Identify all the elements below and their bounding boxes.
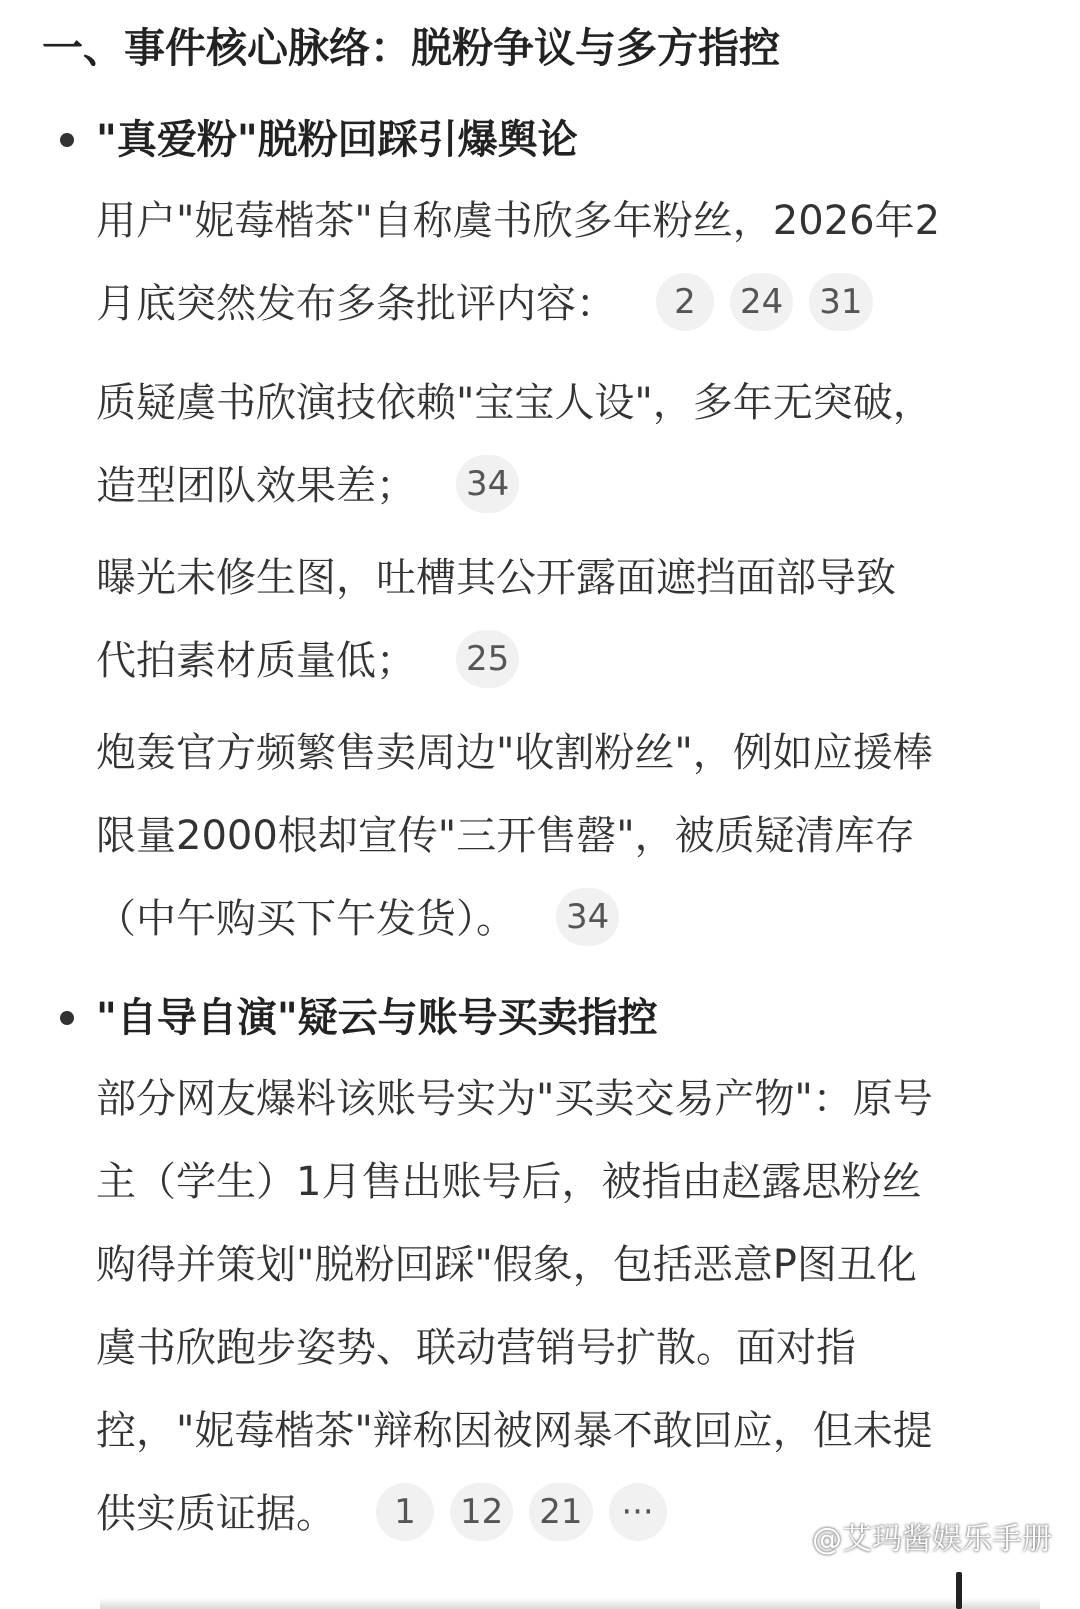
bullet-dot [60,1011,74,1025]
paragraph [96,712,1016,961]
paragraph-line: 造型团队效果差； 34 [96,445,1016,528]
reference-badge[interactable]: 31 [809,273,872,331]
reference-badge[interactable]: 24 [730,273,793,331]
paragraph-line: （中午购买下午发货）。 34 [96,878,1016,961]
paragraph-line: 购得并策划"脱粉回踩"假象，包括恶意P图丑化 [96,1242,917,1288]
paragraph-line: 供实质证据。 1 12 21 ··· [96,1473,1016,1556]
paragraph-line: 用户"妮莓楷茶"自称虞书欣多年粉丝，2026年2 [96,198,941,244]
reference-badge[interactable]: 34 [556,888,619,946]
reference-badge[interactable]: 25 [456,630,519,688]
paragraph-line: 炮轰官方频繁售卖周边"收割粉丝"，例如应援棒 [96,730,933,776]
more-references-button[interactable]: ··· [609,1483,667,1541]
paragraph-line: 部分网友爆料该账号实为"买卖交易产物"：原号 [96,1076,933,1122]
reference-badge[interactable]: 1 [376,1483,434,1541]
reference-badge[interactable]: 12 [450,1483,513,1541]
bullet-title-true-fan: "真爱粉"脱粉回踩引爆舆论 [96,117,578,163]
paragraph [96,1058,1016,1556]
reference-badge[interactable]: 34 [456,455,519,513]
paragraph-line: 虞书欣跑步姿势、联动营销号扩散。面对指 [96,1325,856,1371]
bullet-title-account-trade: "自导自演"疑云与账号买卖指控 [96,995,658,1041]
paragraph-line: 控，"妮莓楷茶"辩称因被网暴不敢回应，但未提 [96,1408,933,1454]
paragraph-line: 主（学生）1月售出账号后，被指由赵露思粉丝 [96,1159,922,1205]
bullet-dot [60,133,74,147]
paragraph [96,537,1016,703]
bottom-divider [100,1598,1040,1609]
reference-badge[interactable]: 21 [529,1483,592,1541]
paragraph-line: 质疑虞书欣演技依赖"宝宝人设"，多年无突破， [96,380,933,426]
paragraph [96,180,1016,346]
paragraph-line: 限量2000根却宣传"三开售罄"，被质疑清库存 [96,813,915,859]
section-heading: 一、事件核心脉络：脱粉争议与多方指控 [42,24,780,72]
paragraph-line: 曝光未修生图，吐槽其公开露面遮挡面部导致 [96,555,896,601]
paragraph-line: 月底突然发布多条批评内容： 2 24 31 [96,263,1016,346]
paragraph [96,362,1016,528]
reference-badge[interactable]: 2 [656,273,714,331]
watermark: @艾玛酱娱乐手册 [812,1522,1052,1557]
scroll-handle[interactable] [956,1572,962,1609]
paragraph-line: 代拍素材质量低； 25 [96,620,1016,703]
